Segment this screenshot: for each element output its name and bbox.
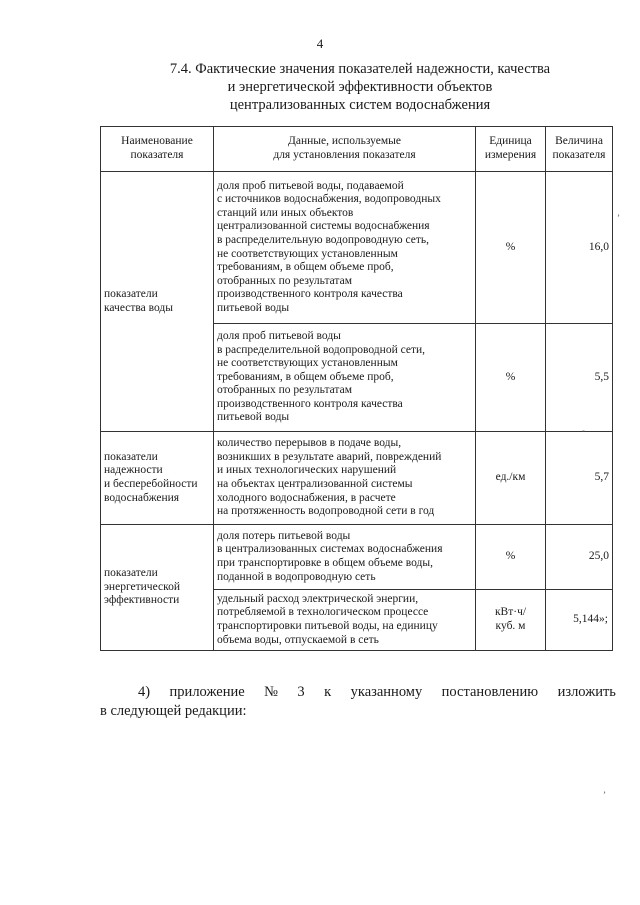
indicators-table [100, 126, 613, 651]
header-unit: Единица измерения [476, 127, 546, 172]
group-name-energy: показатели энергетической эффективности [101, 525, 214, 651]
page-number: 4 [316, 36, 324, 51]
closing-word: к [324, 684, 332, 700]
table-row [101, 525, 613, 590]
row-unit: кВт·ч/ куб. м [476, 590, 546, 651]
row-description: доля потерь питьевой воды в централизованных системах водоснабжения при транспортировке в общем объеме воды, поданной в водопроводную сеть [214, 525, 476, 590]
group-name-quality: показатели качества воды [101, 172, 214, 432]
closing-word: постановлению [441, 684, 539, 700]
header-data: Данные, используемые для установления показателя [214, 127, 476, 172]
closing-paragraph [100, 683, 616, 721]
section-title-line: 7.4. Фактические значения показателей надежности, качества [169, 61, 551, 77]
row-unit: % [476, 172, 546, 324]
section-title [100, 60, 620, 114]
table-row [101, 172, 613, 324]
row-value: 5,144»; [546, 590, 613, 651]
row-description: доля проб питьевой воды в распределительной водопроводной сети, не соответствующих установленным требованиям, в общем объеме проб, отобранных по результатам производственного контроля качества питьевой воды [214, 324, 476, 432]
closing-word: приложение [169, 684, 245, 700]
closing-word: 3 [297, 684, 305, 700]
row-value: 25,0 [546, 525, 613, 590]
closing-word: № [264, 684, 278, 700]
row-unit: ед./км [476, 432, 546, 525]
section-title-line: централизованных систем водоснабжения [229, 97, 491, 113]
scan-speck: ʼ [603, 790, 606, 800]
table-header-row [101, 127, 613, 172]
closing-line-1 [100, 683, 616, 702]
header-value: Величина показателя [546, 127, 613, 172]
item-number: 4) [138, 684, 151, 700]
scan-speck: ʼ [617, 213, 620, 223]
row-description: доля проб питьевой воды, подаваемой с источников водоснабжения, водопроводных станций или иных объектов централизованной системы водоснабжения в распределительную водопроводную сеть, не соответствующих установленным требованиям, в общем объеме проб, отобранных по результатам производственного контроля качества питьевой воды [214, 172, 476, 324]
row-unit: % [476, 324, 546, 432]
section-title-line: и энергетической эффективности объектов [227, 79, 493, 95]
row-value: 16,0 [546, 172, 613, 324]
row-description: удельный расход электрической энергии, потребляемой в технологическом процессе транспортировки питьевой воды, на единицу объема воды, отпускаемой в сеть [214, 590, 476, 651]
closing-word: изложить [557, 684, 616, 700]
closing-word: указанному [350, 684, 423, 700]
scan-speck: ˳ [582, 422, 585, 432]
group-name-reliability: показатели надежности и бесперебойности водоснабжения [101, 432, 214, 525]
row-description: количество перерывов в подаче воды, возникших в результате аварий, повреждений и иных технологических нарушений на объектах централизованной системы холодного водоснабжения, в расчете на протяженность водопроводной сети в год [214, 432, 476, 525]
closing-line-2: в следующей редакции: [100, 703, 247, 719]
row-unit: % [476, 525, 546, 590]
header-name: Наименование показателя [101, 127, 214, 172]
row-value: 5,7 [546, 432, 613, 525]
table-row [101, 432, 613, 525]
row-value: 5,5 [546, 324, 613, 432]
